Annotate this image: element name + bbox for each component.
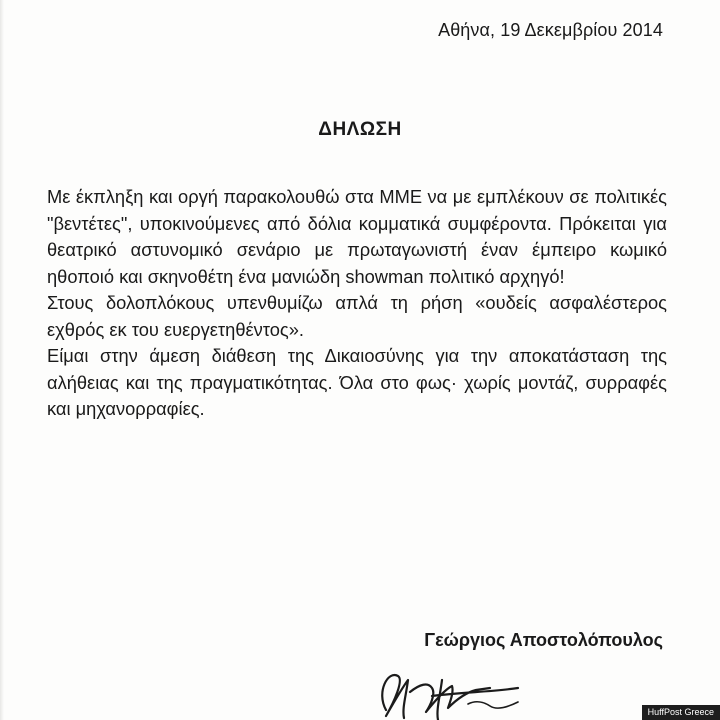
paragraph-3: Είμαι στην άμεση διάθεση της Δικαιοσύνης για την αποκατάσταση της αλήθειας και της πραγματικότητας. Όλα στο φως· χωρίς μοντάζ, συρραφές και μηχανορραφίες. bbox=[47, 345, 667, 419]
handwritten-signature bbox=[372, 662, 522, 720]
photo-credit: HuffPost Greece bbox=[642, 705, 720, 720]
letter-title: ΔΗΛΩΣΗ bbox=[318, 119, 402, 140]
signer-name: Γεώργιος Αποστολόπουλος bbox=[424, 630, 663, 650]
letter-body bbox=[47, 184, 667, 423]
paragraph-2: Στους δολοπλόκους υπενθυμίζω απλά τη ρήση «ουδείς ασφαλέστερος εχθρός εκ του ευεργετηθέντος». bbox=[47, 292, 667, 340]
page-edge-shadow bbox=[0, 0, 4, 720]
paragraph-1: Με έκπληξη και οργή παρακολουθώ στα ΜΜΕ να με εμπλέκουν σε πολιτικές "βεντέτες", υποκινούμενες από δόλια κομματικά συμφέροντα. Πρόκειται για θεατρικό αστυνομικό σενάριο με πρωταγωνιστή έναν έμπειρο κωμικό ηθοποιό και σκηνοθέτη ένα μανιώδη showman πολιτικό αρχηγό! bbox=[47, 186, 667, 287]
letter-date: Αθήνα, 19 Δεκεμβρίου 2014 bbox=[438, 20, 663, 40]
